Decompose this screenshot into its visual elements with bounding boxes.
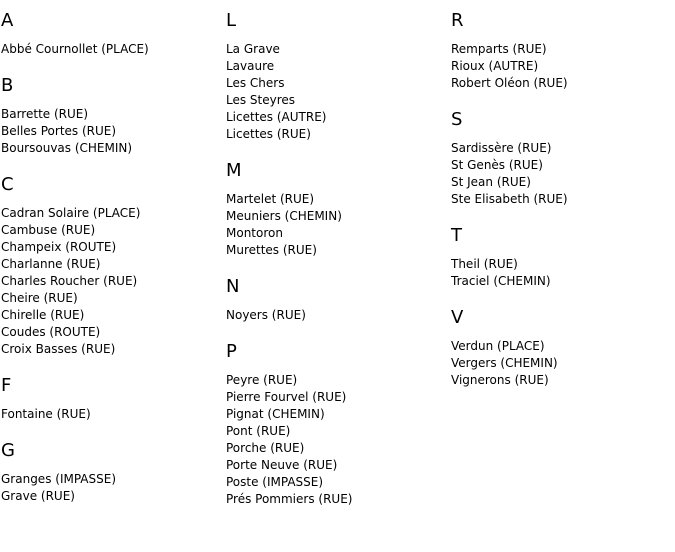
street-link[interactable]: Coudes (ROUTE) <box>1 325 101 339</box>
street-list-item <box>451 58 671 75</box>
street-list-item <box>226 41 446 58</box>
street-link[interactable]: Porche (RUE) <box>226 441 305 455</box>
street-list-item <box>1 471 221 488</box>
street-index-column-3 <box>451 10 671 406</box>
letter-heading: G <box>1 440 15 461</box>
street-list-item <box>451 41 671 58</box>
letter-heading: R <box>451 10 464 31</box>
street-link[interactable]: Abbé Cournollet (PLACE) <box>1 42 149 56</box>
street-list-item <box>1 239 221 256</box>
letter-heading: T <box>451 225 462 246</box>
street-link[interactable]: Charles Roucher (RUE) <box>1 274 138 288</box>
street-list-item <box>1 140 221 157</box>
street-list <box>226 307 446 324</box>
letter-group <box>226 160 446 259</box>
letter-group <box>1 440 221 505</box>
street-link[interactable]: Robert Oléon (RUE) <box>451 76 568 90</box>
street-link[interactable]: Martelet (RUE) <box>226 192 315 206</box>
letter-group <box>226 341 446 508</box>
letter-heading: C <box>1 174 14 195</box>
street-index-column-1 <box>1 10 221 522</box>
street-list-item <box>451 273 671 290</box>
letter-group <box>226 10 446 143</box>
street-link[interactable]: Vergers (CHEMIN) <box>451 356 558 370</box>
street-list <box>451 256 671 290</box>
street-list-item <box>226 474 446 491</box>
street-link[interactable]: Montoron <box>226 226 283 240</box>
street-link[interactable]: Granges (IMPASSE) <box>1 472 117 486</box>
street-list-item <box>1 123 221 140</box>
street-list <box>1 205 221 358</box>
street-link[interactable]: Meuniers (CHEMIN) <box>226 209 342 223</box>
letter-group <box>1 174 221 358</box>
street-list-item <box>226 242 446 259</box>
street-list-item <box>226 440 446 457</box>
street-list-item <box>451 355 671 372</box>
street-list-item <box>451 174 671 191</box>
letter-heading: N <box>226 276 240 297</box>
letter-heading: A <box>1 10 14 31</box>
letter-group <box>451 225 671 290</box>
street-list-item <box>226 457 446 474</box>
street-list-item <box>226 208 446 225</box>
street-list <box>226 41 446 143</box>
street-list-item <box>451 157 671 174</box>
letter-group <box>1 10 221 58</box>
street-link[interactable]: Cadran Solaire (PLACE) <box>1 206 141 220</box>
street-link[interactable]: Pont (RUE) <box>226 424 291 438</box>
street-link[interactable]: Theil (RUE) <box>451 257 518 271</box>
street-list-item <box>1 488 221 505</box>
street-list <box>1 41 221 58</box>
street-link[interactable]: Licettes (AUTRE) <box>226 110 327 124</box>
street-link[interactable]: Pierre Fourvel (RUE) <box>226 390 347 404</box>
street-link[interactable]: Chirelle (RUE) <box>1 308 85 322</box>
street-link[interactable]: Vignerons (RUE) <box>451 373 549 387</box>
street-link[interactable]: Charlanne (RUE) <box>1 257 101 271</box>
street-list-item <box>226 58 446 75</box>
street-link[interactable]: Lavaure <box>226 59 275 73</box>
street-link[interactable]: Cheire (RUE) <box>1 291 78 305</box>
street-link[interactable]: Champeix (ROUTE) <box>1 240 117 254</box>
letter-group <box>1 375 221 423</box>
street-link[interactable]: Remparts (RUE) <box>451 42 547 56</box>
street-list-item <box>1 290 221 307</box>
street-link[interactable]: La Grave <box>226 42 280 56</box>
street-link[interactable]: Traciel (CHEMIN) <box>451 274 551 288</box>
letter-heading: L <box>226 10 237 31</box>
letter-heading: V <box>451 307 464 328</box>
street-list <box>1 471 221 505</box>
street-list-item <box>1 106 221 123</box>
letter-heading: S <box>451 109 463 130</box>
street-list-item <box>226 406 446 423</box>
street-link[interactable]: Pignat (CHEMIN) <box>226 407 325 421</box>
street-list-item <box>1 205 221 222</box>
street-link[interactable]: Prés Pommiers (RUE) <box>226 492 353 506</box>
street-link[interactable]: Rioux (AUTRE) <box>451 59 539 73</box>
street-link[interactable]: St Genès (RUE) <box>451 158 543 172</box>
street-link[interactable]: Peyre (RUE) <box>226 373 298 387</box>
street-list-item <box>226 491 446 508</box>
street-link[interactable]: Barrette (RUE) <box>1 107 89 121</box>
letter-group <box>451 10 671 92</box>
street-list <box>226 191 446 259</box>
letter-group <box>451 109 671 208</box>
street-link[interactable]: Ste Elisabeth (RUE) <box>451 192 568 206</box>
street-link[interactable]: Les Chers <box>226 76 285 90</box>
street-list <box>1 406 221 423</box>
street-link[interactable]: Verdun (PLACE) <box>451 339 545 353</box>
street-link[interactable]: Fontaine (RUE) <box>1 407 91 421</box>
street-link[interactable]: Cambuse (RUE) <box>1 223 96 237</box>
letter-heading: M <box>226 160 242 181</box>
street-list-item <box>226 109 446 126</box>
street-link[interactable]: Boursouvas (CHEMIN) <box>1 141 133 155</box>
street-list-item <box>451 140 671 157</box>
street-list-item <box>226 372 446 389</box>
street-link[interactable]: Poste (IMPASSE) <box>226 475 324 489</box>
street-list-item <box>1 341 221 358</box>
street-list <box>226 372 446 508</box>
street-link[interactable]: Sardissère (RUE) <box>451 141 552 155</box>
street-link[interactable]: Licettes (RUE) <box>226 127 311 141</box>
street-list <box>451 41 671 92</box>
letter-group <box>226 276 446 324</box>
street-list <box>1 106 221 157</box>
street-list-item <box>226 126 446 143</box>
street-link[interactable]: Murettes (RUE) <box>226 243 317 257</box>
letter-heading: F <box>1 375 12 396</box>
letter-heading: P <box>226 341 237 362</box>
street-list-item <box>1 307 221 324</box>
street-list-item <box>226 75 446 92</box>
letter-group <box>1 75 221 157</box>
letter-group <box>451 307 671 389</box>
street-link[interactable]: Les Steyres <box>226 93 296 107</box>
street-link[interactable]: Belles Portes (RUE) <box>1 124 117 138</box>
street-list-item <box>451 338 671 355</box>
street-list-item <box>226 225 446 242</box>
street-link[interactable]: Porte Neuve (RUE) <box>226 458 338 472</box>
street-list-item <box>226 191 446 208</box>
street-list-item <box>1 273 221 290</box>
street-list-item <box>226 423 446 440</box>
street-list <box>451 140 671 208</box>
street-list-item <box>1 324 221 341</box>
street-link[interactable]: Grave (RUE) <box>1 489 75 503</box>
street-list-item <box>226 307 446 324</box>
street-link[interactable]: Noyers (RUE) <box>226 308 306 322</box>
street-link[interactable]: Croix Basses (RUE) <box>1 342 116 356</box>
street-index-column-2 <box>226 10 446 525</box>
letter-heading: B <box>1 75 14 96</box>
street-list-item <box>226 92 446 109</box>
street-list-item <box>1 222 221 239</box>
street-list-item <box>226 389 446 406</box>
street-list-item <box>451 75 671 92</box>
street-list <box>451 338 671 389</box>
street-list-item <box>451 372 671 389</box>
street-list-item <box>1 256 221 273</box>
street-list-item <box>451 191 671 208</box>
street-link[interactable]: St Jean (RUE) <box>451 175 531 189</box>
street-list-item <box>1 41 221 58</box>
street-list-item <box>451 256 671 273</box>
street-list-item <box>1 406 221 423</box>
